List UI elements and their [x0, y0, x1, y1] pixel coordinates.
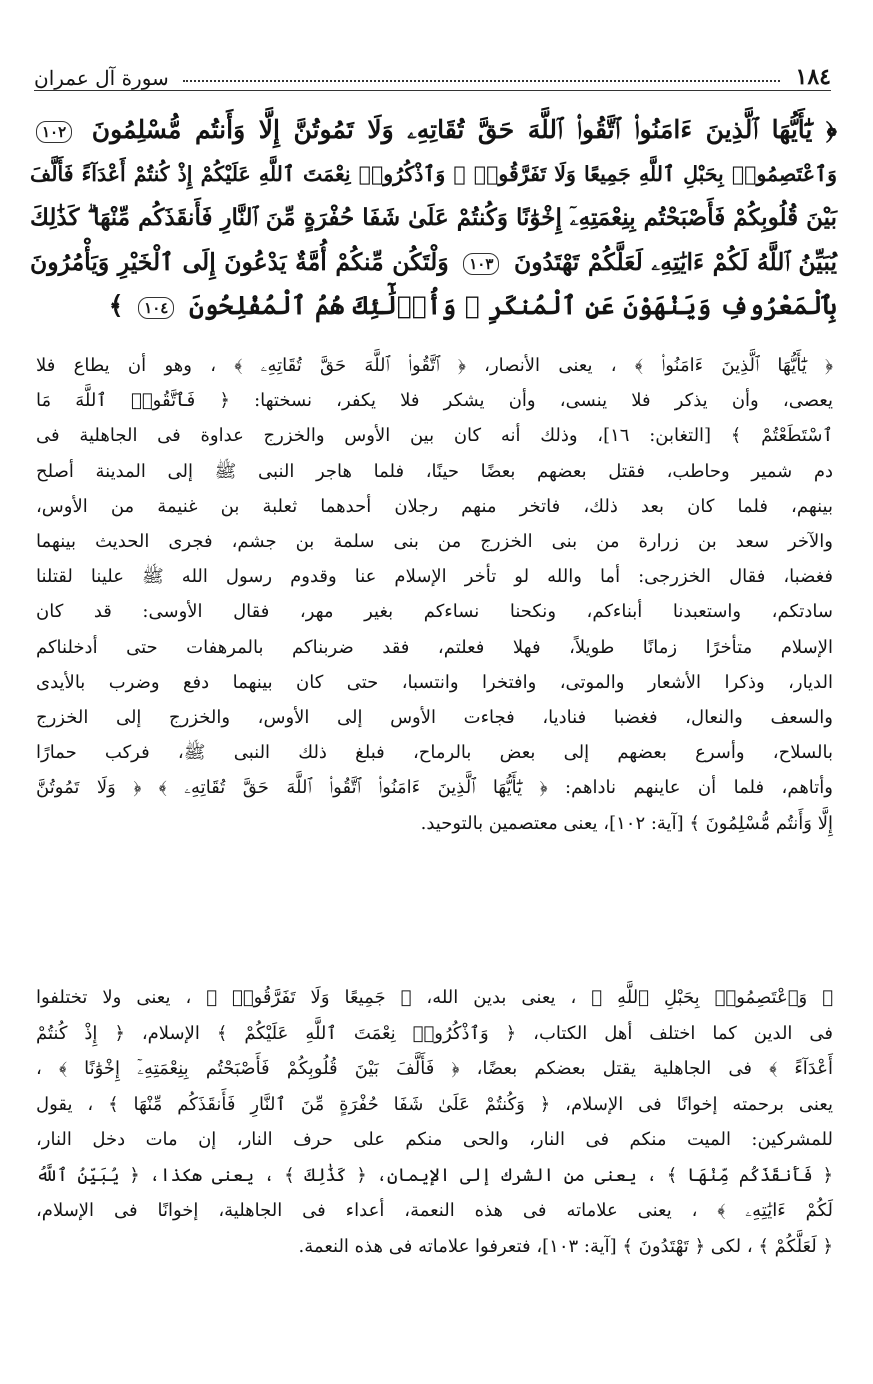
commentary-line: وأتاهم، فلما أن عاينهم ناداهم: ﴿ يَٰٓأَيُّهَا ٱلَّذِينَ ءَامَنُوا۟ ٱتَّقُوا۟ ٱللَّهَ حَقَّ تُقَاتِهِۦ ﴾ ﴿ وَلَا تَمُوتُنَّ — [36, 777, 833, 799]
commentary-line: سادتكم، واستعبدنا أبناءكم، ونكحنا نساءكم بغير مهر، فقال الأوسى: قد كان — [36, 601, 833, 623]
closing-bracket: ﴾ — [108, 291, 124, 320]
commentary-line: والسعف والنعال، فغضبا فناديا، فجاءت الأوس إلى الأوس، والخزرج إلى الخزرج — [36, 707, 833, 729]
commentary-line: والآخر سعد بن زرارة من بنى الخزرج من بنى سلمة بن جشم، فجرى الحديث بينهما — [36, 531, 833, 553]
verse-text: بِٱلْمَعْرُوفِ وَيَنْهَوْنَ عَنِ ٱلْمُنكَرِ ۚ وَأُو۟لَٰٓئِكَ هُمُ ٱلْمُفْلِحُونَ — [189, 291, 837, 320]
running-header — [34, 56, 831, 91]
dotted-leader — [183, 80, 780, 82]
commentary-line: للمشركين: الميت منكم فى النار، والحى منكم على حرف النار، إن مات دخل النار، — [36, 1129, 833, 1150]
verse-number-marker: ١٠٢ — [36, 121, 72, 143]
commentary-line: ﴿ لَعَلَّكُمْ ﴾ ، لكى ﴿ تَهْتَدُونَ ﴾ [آية: ١٠٣]، فتعرفوا علاماته فى هذه النعمة. — [298, 1235, 833, 1257]
commentary-line: ﴿ وَٱعْتَصِمُوا۟ بِحَبْلِ ٱللَّهِ ﴾ ، يعنى بدين الله، ﴿ جَمِيعًا وَلَا تَفَرَّقُوا۟ ﴾ ، يعنى ولا تختلفوا — [36, 987, 833, 1008]
verse-line — [30, 108, 837, 152]
verse-text: وَلْتَكُن مِّنكُمْ أُمَّةٌ يَدْعُونَ إِلَى ٱلْخَيْرِ وَيَأْمُرُونَ — [30, 248, 449, 276]
verse-number-marker: ١٠٣ — [463, 253, 499, 275]
quran-verses-block — [30, 108, 837, 328]
commentary-line: بالسلاح، وأسرع بعضهم إلى بعض بالرماح، فبلغ ذلك النبى ﷺ، فركب حمارًا — [36, 742, 833, 764]
surah-title: سورة آل عمران — [34, 66, 169, 90]
commentary-line: يعصى، وأن يذكر فلا ينسى، وأن يشكر فلا يكفر، نسختها: ﴿ فَٱتَّقُوا۟ ٱللَّهَ مَا — [36, 390, 833, 412]
commentary-line: ﴿ يَٰٓأَيُّهَا ٱلَّذِينَ ءَامَنُوا۟ ﴾ ، يعنى الأنصار، ﴿ ٱتَّقُوا۟ ٱللَّهَ حَقَّ تُقَاتِهِۦ ﴾ ، وهو أن يطاع فلا — [36, 355, 833, 376]
commentary-line: ٱسْتَطَعْتُمْ ﴾ [التغابن: ١٦]، وذلك أنه كان بين الأوس والخزرج عداوة فى الجاهلية فى — [36, 425, 833, 447]
commentary-line: لَكُمْ ءَايَٰتِهِۦ ﴾ ، يعنى علاماته فى هذه النعمة، أعداء فى الجاهلية، إخوانًا فى الإسلام، — [36, 1200, 833, 1221]
verse-text: ﴿ يَٰٓأَيُّهَا ٱلَّذِينَ ءَامَنُوا۟ ٱتَّقُوا۟ ٱللَّهَ حَقَّ تُقَاتِهِۦ وَلَا تَمُوتُنَّ إِلَّا وَأَنتُم مُّسْلِمُونَ — [91, 115, 837, 144]
verse-line: وَٱعْتَصِمُوا۟ بِحَبْلِ ٱللَّهِ جَمِيعًا وَلَا تَفَرَّقُوا۟ ۚ وَٱذْكُرُوا۟ نِعْمَتَ ٱللَّهِ عَلَيْكُمْ إِذْ كُنتُمْ أَعْدَآءً فَأَلَّفَ — [30, 162, 837, 186]
commentary-line: فغضبا، فقال الخزرجى: أما والله لو تأخر الإسلام عنا وقدوم رسول الله ﷺ علينا لقتلنا — [36, 566, 833, 588]
commentary-line: يعنى برحمته إخوانًا فى الإسلام، ﴿ وَكُنتُمْ عَلَىٰ شَفَا حُفْرَةٍ مِّنَ ٱلنَّارِ فَأَنقَذَكُم مِّنْهَا ﴾ ، يقول — [36, 1093, 833, 1115]
commentary-line: الديار، وذكرا الأشعار والموتى، وافتخرا وانتسبا، حتى كان بينهما دفع وضرب بالأيدى — [36, 671, 833, 693]
commentary-paragraph-1 — [36, 348, 833, 841]
commentary-line: فى الدين كما اختلف أهل الكتاب، ﴿ وَٱذْكُرُوا۟ نِعْمَتَ ٱللَّهِ عَلَيْكُمْ ﴾ الإسلام، ﴿ إِذْ كُنتُمْ — [36, 1022, 833, 1044]
verse-text: يُبَيِّنُ ٱللَّهُ لَكُمْ ءَايَٰتِهِۦ لَعَلَّكُمْ تَهْتَدُونَ — [513, 248, 837, 276]
page-number: ١٨٤ — [795, 64, 831, 90]
commentary-line: بينهم، فلما كان بعد ذلك، فاتخر منهم رجلان أحدهما ثعلبة بن غنيمة من الأوس، — [36, 495, 833, 517]
commentary-line: إِلَّا وَأَنتُم مُّسْلِمُونَ ﴾ [آية: ١٠٢]، يعنى معتصمين بالتوحيد. — [420, 812, 833, 834]
commentary-line: دم شمير وحاطب، فقتل بعضهم بعضًا حينًا، فلما هاجر النبى ﷺ إلى المدينة أصلح — [36, 460, 833, 482]
commentary-line: الإسلام متأخرًا زمانًا طويلاً، فهلا فعلتم، فقد ضربناكم بالمرهفات حتى أدخلناكم — [36, 636, 833, 658]
commentary-line: أَعْدَآءً ﴾ فى الجاهلية يقتل بعضكم بعضًا، ﴿ فَأَلَّفَ بَيْنَ قُلُوبِكُمْ فَأَصْبَحْتُم بِنِعْمَتِهِۦٓ إِخْوَٰنًا ﴾ ، — [36, 1058, 833, 1079]
verse-line: بَيْنَ قُلُوبِكُمْ فَأَصْبَحْتُم بِنِعْمَتِهِۦٓ إِخْوَٰنًا وَكُنتُمْ عَلَىٰ شَفَا حُفْرَةٍ مِّنَ ٱلنَّارِ فَأَنقَذَكُم مِّنْهَا ۗ كَذَٰلِكَ — [30, 204, 837, 231]
verse-number-marker: ١٠٤ — [138, 297, 174, 319]
verse-line — [30, 284, 837, 328]
commentary-paragraph-2 — [36, 980, 833, 1264]
commentary-line: ﴿ فَأَنقَذَكُم مِّنْهَا ﴾ ، يعنى من الشرك إلى الإيمان، ﴿ كَذَٰلِكَ ﴾ ، يعنى هكذا، ﴿ يُبَيِّنُ ٱللَّهُ — [36, 1164, 833, 1186]
verse-line — [30, 240, 837, 284]
